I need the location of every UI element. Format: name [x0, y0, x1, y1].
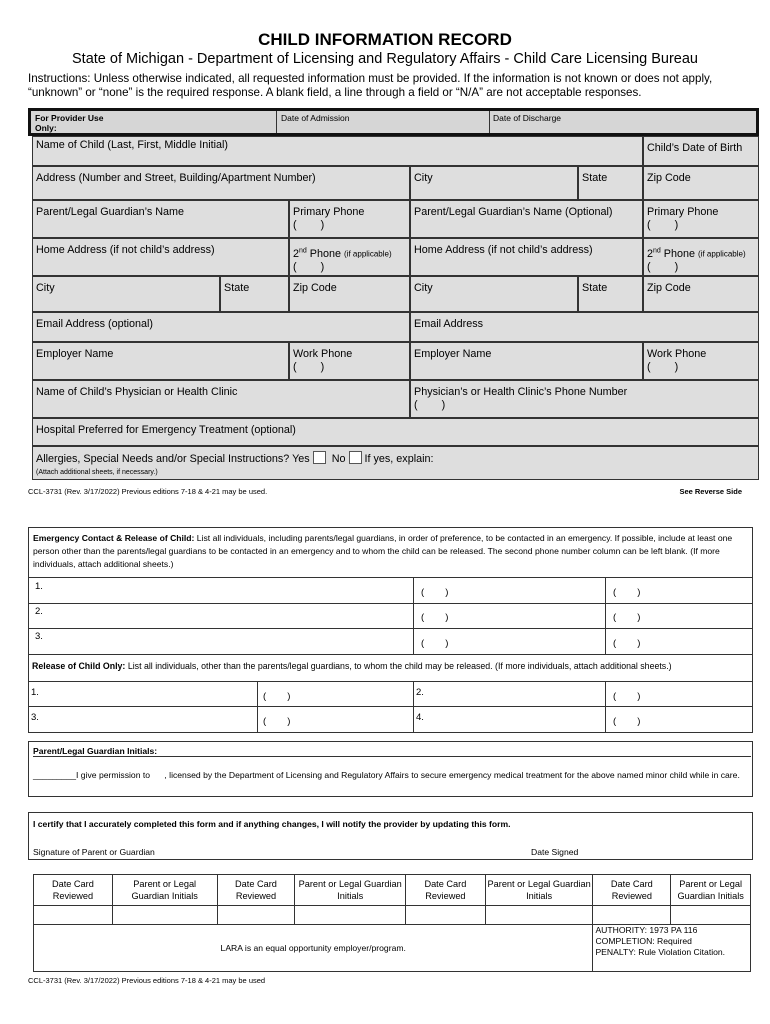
- guardian2-zip-label: Zip Code: [647, 282, 691, 294]
- guardian1-city-label: City: [36, 282, 55, 294]
- child-dob-label: Child’s Date of Birth: [647, 142, 743, 154]
- child-state-label: State: [582, 172, 608, 184]
- allergies-field[interactable]: [32, 446, 759, 480]
- guardian2-home-field[interactable]: [410, 238, 643, 276]
- physician-name-label: Name of Child’s Physician or Health Clinic: [36, 386, 238, 398]
- guardian1-email-field[interactable]: [32, 312, 410, 342]
- guardian2-home-label: Home Address (if not child’s address): [414, 244, 593, 256]
- emergency-row-3[interactable]: 3.: [35, 631, 43, 642]
- date-reviewed-header: Date Card Reviewed: [406, 875, 486, 906]
- release-phone-4[interactable]: ( ): [613, 716, 641, 727]
- phone-placeholder: ( ): [293, 361, 325, 373]
- see-reverse-side: See Reverse Side: [679, 487, 742, 496]
- release-phone-2[interactable]: ( ): [613, 691, 641, 702]
- authority-text: AUTHORITY: 1973 PA 116: [595, 925, 698, 935]
- physician-phone-label: Physician’s or Health Clinic’s Phone Number: [414, 386, 628, 398]
- emergency-row-1[interactable]: 1.: [35, 581, 43, 592]
- child-dob-field[interactable]: [643, 136, 759, 166]
- guardian1-email-label: Email Address (optional): [36, 318, 154, 330]
- eeo-statement: LARA is an equal opportunity employer/program.: [34, 925, 593, 972]
- admission-date-label: Date of Admission: [281, 113, 350, 123]
- allergies-label: Allergies, Special Needs and/or Special Instructions? Yes: [36, 453, 310, 465]
- phone-placeholder: ( ): [647, 260, 679, 273]
- emergency-phone-2[interactable]: ( ): [421, 612, 449, 623]
- emergency-text: List all individuals, including parents/legal guardians, in order of preference, to be contacted in an emergency. If possible, include at least one person other than the parents/legal guardians to be contacted in an emergency and to whom the child can be released. The second phone number column can be left blank. (If more individuals, attach additional sheets.): [33, 533, 733, 569]
- guardian1-name-label: Parent/Legal Guardian’s Name: [36, 206, 185, 218]
- review-cell[interactable]: [406, 906, 486, 925]
- review-cell[interactable]: [485, 906, 593, 925]
- review-cell[interactable]: [593, 906, 671, 925]
- child-city-field[interactable]: [410, 166, 578, 200]
- initials-heading: Parent/Legal Guardian Initials:: [33, 746, 158, 756]
- discharge-date-label: Date of Discharge: [493, 113, 562, 123]
- guardian1-city-field[interactable]: [32, 276, 220, 312]
- child-state-field[interactable]: [578, 166, 643, 200]
- guardian1-work-label: Work Phone: [293, 348, 353, 360]
- guardian1-home-field[interactable]: [32, 238, 289, 276]
- emergency-phone2-2[interactable]: ( ): [613, 612, 641, 623]
- guardian2-name-label: Parent/Legal Guardian’s Name (Optional): [414, 206, 613, 218]
- guardian2-name-field[interactable]: [410, 200, 643, 238]
- guardian1-phone2-note: (if applicable): [344, 249, 392, 259]
- date-signed-label[interactable]: Date Signed: [531, 847, 579, 857]
- phone-placeholder: ( ): [293, 260, 325, 273]
- release-heading: Release of Child Only:: [32, 661, 126, 671]
- form-subtitle: State of Michigan - Department of Licensing and Regulatory Affairs - Child Care Licensing Bureau: [72, 51, 698, 67]
- guardian2-city-label: City: [414, 282, 433, 294]
- yes-checkbox[interactable]: [313, 451, 326, 464]
- guardian2-state-label: State: [582, 282, 608, 294]
- emergency-row-2[interactable]: 2.: [35, 606, 43, 617]
- guardian2-phone-field[interactable]: [643, 200, 759, 238]
- no-label: No: [331, 453, 346, 465]
- hospital-label: Hospital Preferred for Emergency Treatment (optional): [36, 424, 296, 436]
- guardian1-name-field[interactable]: [32, 200, 289, 238]
- release-row-4[interactable]: 4.: [416, 712, 424, 723]
- guardian2-phone-label: Primary Phone: [647, 206, 719, 218]
- child-address-label: Address (Number and Street, Building/Apartment Number): [36, 172, 316, 184]
- guardian1-phone2-label: 2nd Phone: [293, 247, 342, 260]
- child-zip-field[interactable]: [643, 166, 759, 200]
- child-city-label: City: [414, 172, 433, 184]
- guardian1-state-label: State: [224, 282, 250, 294]
- emergency-phone-1[interactable]: ( ): [421, 587, 449, 598]
- phone-placeholder: ( ): [647, 219, 679, 231]
- release-row-1[interactable]: 1.: [31, 687, 39, 698]
- guardian-initials-header: Parent or Legal Guardian Initials: [112, 875, 217, 906]
- certify-text: I certify that I accurately completed this form and if anything changes, I will notify the provider by updating this form.: [33, 819, 511, 829]
- guardian1-home-label: Home Address (if not child’s address): [36, 244, 215, 256]
- explain-label: If yes, explain:: [364, 453, 434, 465]
- initials-section: [28, 741, 753, 797]
- footer-form-number-2: CCL-3731 (Rev. 3/17/2022) Previous editions 7-18 & 4-21 may be used: [28, 976, 266, 985]
- emergency-heading: Emergency Contact & Release of Child:: [33, 533, 195, 543]
- guardian-initials-header: Parent or Legal Guardian Initials: [485, 875, 593, 906]
- release-instructions: [32, 661, 672, 671]
- date-reviewed-header: Date Card Reviewed: [217, 875, 295, 906]
- guardian2-work-label: Work Phone: [647, 348, 707, 360]
- provider-use-row: [28, 108, 759, 136]
- physician-name-field[interactable]: [32, 380, 410, 418]
- guardian1-phone2-field[interactable]: [289, 238, 410, 276]
- guardian2-work-field[interactable]: [643, 342, 759, 380]
- emergency-phone-3[interactable]: ( ): [421, 638, 449, 649]
- permission-statement[interactable]: [33, 768, 749, 782]
- guardian2-email-label: Email Address: [414, 318, 484, 330]
- guardian2-employer-label: Employer Name: [414, 348, 492, 360]
- release-phone-3[interactable]: ( ): [263, 716, 291, 727]
- review-cell[interactable]: [295, 906, 406, 925]
- emergency-phone2-3[interactable]: ( ): [613, 638, 641, 649]
- emergency-instructions: [29, 528, 752, 575]
- child-zip-label: Zip Code: [647, 172, 691, 184]
- guardian1-phone-field[interactable]: [289, 200, 410, 238]
- guardian2-zip-field[interactable]: [643, 276, 759, 312]
- release-text: List all individuals, other than the parents/legal guardians, to whom the child may be released. (If more individuals, attach additional sheets.): [125, 661, 672, 671]
- guardian1-employer-label: Employer Name: [36, 348, 114, 360]
- review-cell[interactable]: [217, 906, 295, 925]
- child-address-field[interactable]: [32, 166, 410, 200]
- initials-blank[interactable]: _________: [33, 770, 77, 780]
- guardian2-city-field[interactable]: [410, 276, 578, 312]
- guardian1-zip-field[interactable]: [289, 276, 410, 312]
- release-row-3[interactable]: 3.: [31, 712, 39, 723]
- guardian1-zip-label: Zip Code: [293, 282, 337, 294]
- instructions: Instructions: Unless otherwise indicated, all requested information must be provided. If the information is not known or does not apply, “unknown” or “none” is the required response. A blank field, a line through a field or “N/A” are not acceptable responses.: [28, 72, 713, 99]
- date-reviewed-header: Date Card Reviewed: [34, 875, 113, 906]
- form-title: CHILD INFORMATION RECORD: [258, 30, 512, 49]
- review-cell[interactable]: [671, 906, 751, 925]
- guardian2-employer-field[interactable]: [410, 342, 643, 380]
- guardian1-work-field[interactable]: [289, 342, 410, 380]
- emergency-phone2-1[interactable]: ( ): [613, 587, 641, 598]
- guardian2-state-field[interactable]: [578, 276, 643, 312]
- guardian1-phone-label: Primary Phone: [293, 206, 365, 218]
- completion-text: COMPLETION: Required: [595, 936, 692, 946]
- permission-text-1: I give permission to: [76, 770, 151, 780]
- guardian2-email-field[interactable]: [410, 312, 759, 342]
- footer-form-number: CCL-3731 (Rev. 3/17/2022) Previous editions 7-18 & 4-21 may be used.: [28, 487, 268, 496]
- guardian1-state-field[interactable]: [220, 276, 289, 312]
- review-cell[interactable]: [112, 906, 217, 925]
- phone-placeholder: ( ): [293, 219, 325, 231]
- certification-section: [28, 812, 753, 860]
- child-info-grid: [28, 108, 759, 480]
- guardian2-phone2-note: (if applicable): [698, 249, 746, 259]
- attach-note: (Attach additional sheets, if necessary.): [36, 469, 158, 476]
- provider-use-label: For Provider Use Only:: [35, 113, 104, 133]
- child-name-field[interactable]: [32, 136, 643, 166]
- physician-phone-field[interactable]: [410, 380, 759, 418]
- guardian-initials-header: Parent or Legal Guardian Initials: [295, 875, 406, 906]
- emergency-contact-section: [28, 527, 753, 733]
- phone-placeholder: ( ): [647, 361, 679, 373]
- date-reviewed-header: Date Card Reviewed: [593, 875, 671, 906]
- review-cell[interactable]: [34, 906, 113, 925]
- guardian1-employer-field[interactable]: [32, 342, 289, 380]
- no-checkbox[interactable]: [349, 451, 362, 464]
- phone-placeholder: ( ): [414, 399, 446, 411]
- penalty-text: PENALTY: Rule Violation Citation.: [595, 947, 726, 957]
- authority-box: [593, 925, 751, 972]
- hospital-field[interactable]: [32, 418, 759, 446]
- signature-label[interactable]: Signature of Parent or Guardian: [33, 847, 155, 857]
- guardian-initials-header: Parent or Legal Guardian Initials: [671, 875, 751, 906]
- guardian2-phone2-label: 2nd Phone: [647, 247, 696, 260]
- permission-text-2: , licensed by the Department of Licensing and Regulatory Affairs to secure emergency medical treatment for the above named minor child while in care.: [164, 770, 740, 780]
- child-name-label: Name of Child (Last, First, Middle Initial): [36, 139, 229, 151]
- review-table: [33, 874, 751, 972]
- release-row-2[interactable]: 2.: [416, 687, 424, 698]
- release-phone-1[interactable]: ( ): [263, 691, 291, 702]
- guardian2-phone2-field[interactable]: [643, 238, 759, 276]
